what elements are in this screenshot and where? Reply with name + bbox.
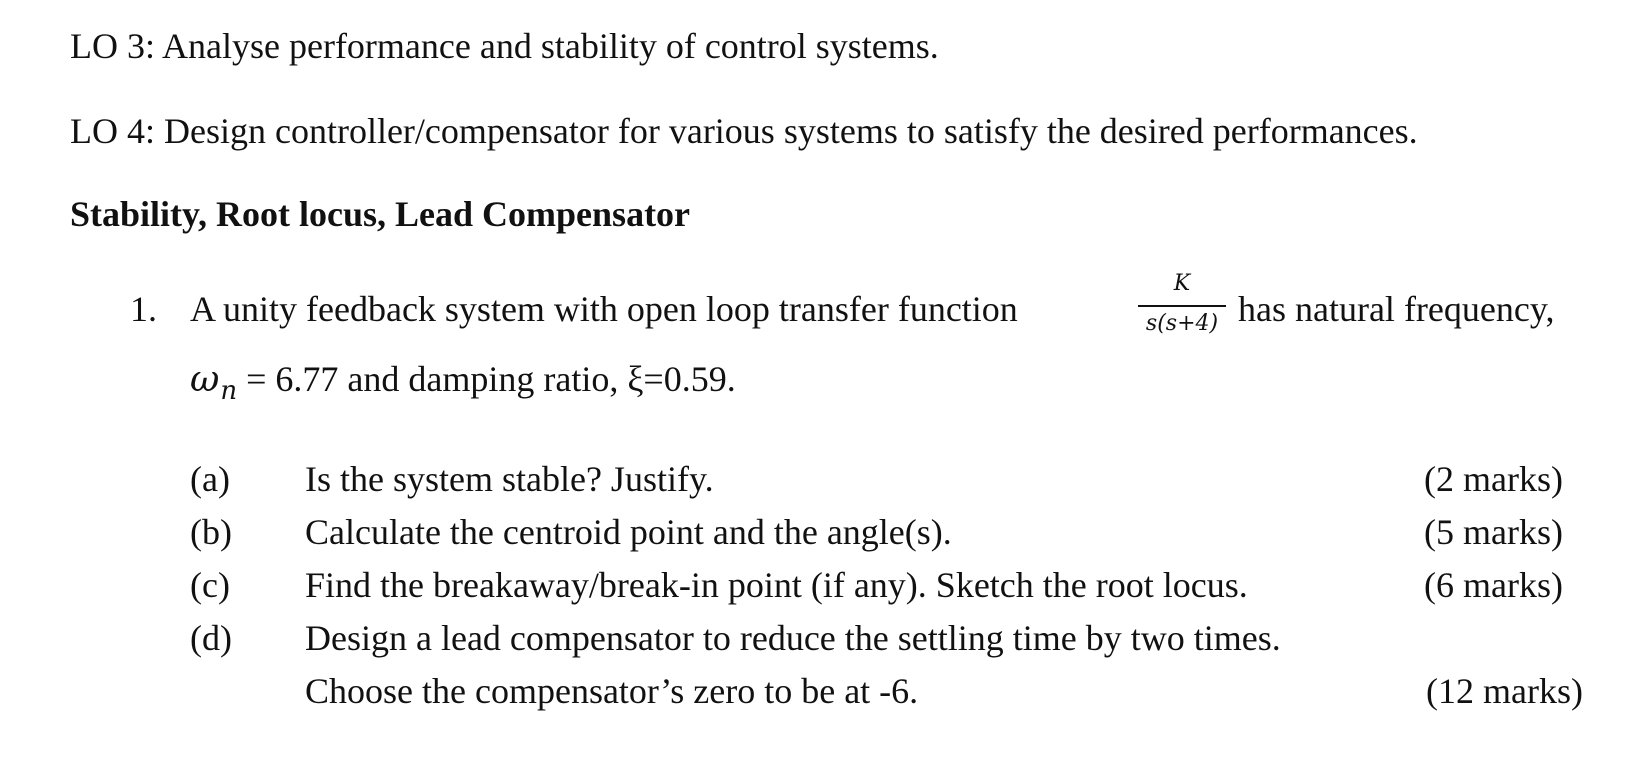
part-d-marks: (12 marks): [1426, 671, 1583, 711]
question-number: 1.: [130, 289, 157, 329]
learning-outcome-4: LO 4: Design controller/compensator for various systems to satisfy the desired performances.: [70, 111, 1418, 151]
fraction-bar: [1138, 305, 1226, 307]
transfer-function-fraction: [1136, 272, 1228, 348]
part-d-text: Design a lead compensator to reduce the settling time by two times.: [305, 618, 1281, 658]
part-c-label: (c): [190, 565, 230, 605]
question-intro-text: A unity feedback system with open loop transfer function: [190, 289, 1018, 329]
learning-outcome-3: LO 3: Analyse performance and stability of control systems.: [70, 26, 939, 66]
part-d-label: (d): [190, 618, 232, 658]
part-c-text: Find the breakaway/break-in point (if any). Sketch the root locus.: [305, 565, 1248, 605]
question-parameters-line: [190, 358, 736, 407]
part-a-label: (a): [190, 459, 230, 499]
part-b-label: (b): [190, 512, 232, 552]
natural-frequency-symbol: ω: [190, 359, 220, 400]
transfer-function-numerator: K: [1173, 271, 1191, 296]
part-c-marks: (6 marks): [1424, 565, 1563, 605]
part-a-marks: (2 marks): [1424, 459, 1563, 499]
part-a-text: Is the system stable? Justify.: [305, 459, 714, 499]
natural-frequency-subscript: n: [220, 376, 238, 406]
part-b-text: Calculate the centroid point and the angle(s).: [305, 512, 952, 552]
question-parameters-text: = 6.77 and damping ratio, ξ=0.59.: [237, 359, 736, 399]
transfer-function-denominator: s(s+4): [1145, 311, 1219, 336]
part-b-marks: (5 marks): [1424, 512, 1563, 552]
question-intro-tail: has natural frequency,: [1238, 289, 1555, 329]
part-d-continuation: Choose the compensator’s zero to be at -6.: [305, 671, 919, 711]
topic-heading: Stability, Root locus, Lead Compensator: [70, 194, 691, 234]
